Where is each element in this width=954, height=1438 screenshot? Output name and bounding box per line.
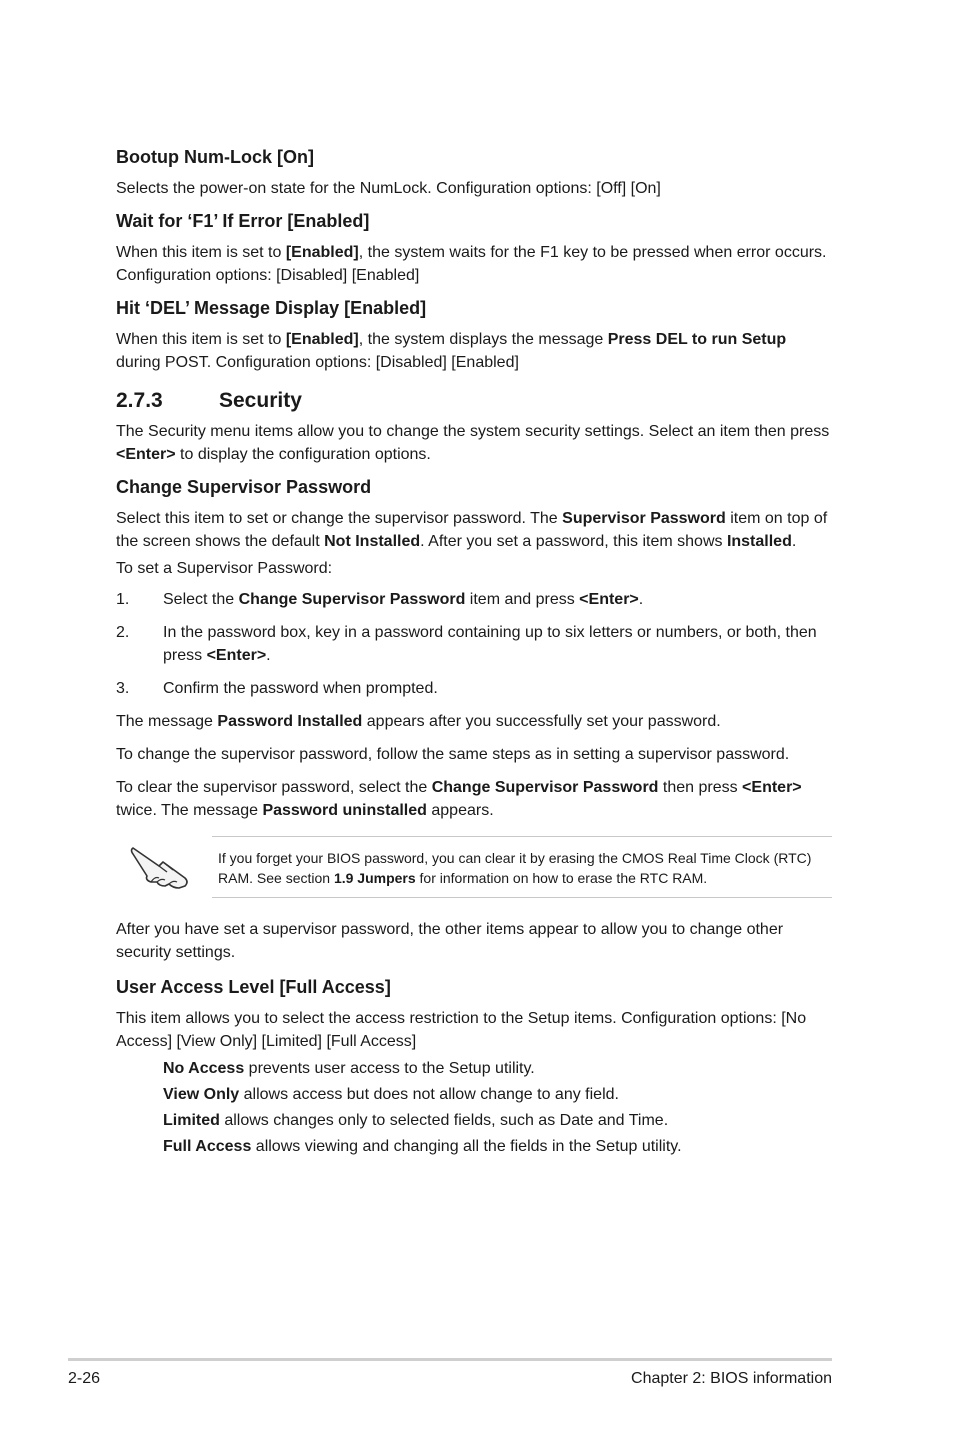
- security-section-heading: [116, 388, 832, 414]
- wait-f1-heading: Wait for ‘F1’ If Error [Enabled]: [116, 211, 370, 231]
- note-text: If you forget your BIOS password, you can clear it by erasing the CMOS Real Time Clock (RTC) RAM. See section 1.9 Jumpers for information on how to erase the RTC RAM.: [212, 836, 832, 898]
- note-box: [108, 836, 832, 898]
- change-supervisor-password-heading: Change Supervisor Password: [116, 477, 372, 497]
- pointing-hand-icon: [108, 842, 212, 892]
- after-password-paragraph: After you have set a supervisor password, the other items appear to allow you to change other security settings.: [116, 921, 784, 961]
- wait-f1-description: When this item is set to [Enabled], the system waits for the F1 key to be pressed when error occurs. Configuration options: [Disabled] [Enabled]: [116, 244, 827, 284]
- password-installed-message: The message Password Installed appears after you successfully set your password.: [116, 713, 721, 730]
- bootup-numlock-heading: Bootup Num-Lock [On]: [116, 147, 314, 167]
- list-item: 3. Confirm the password when prompted.: [116, 680, 438, 697]
- page-number: 2-26: [68, 1370, 101, 1387]
- list-item: No Access prevents user access to the Setup utility.: [163, 1060, 535, 1077]
- list-item: 2. In the password box, key in a password containing up to six letters or numbers, or both, then press <Enter>.: [116, 624, 817, 664]
- user-access-level-description: This item allows you to select the access restriction to the Setup items. Configuration options: [No Access] [View Only] [Limited] [Full Access]: [116, 1010, 807, 1050]
- change-password-paragraph: To change the supervisor password, follow the same steps as in setting a supervisor password.: [116, 746, 790, 763]
- user-access-level-heading: User Access Level [Full Access]: [116, 977, 391, 997]
- chapter-title: Chapter 2: BIOS information: [631, 1370, 832, 1387]
- access-level-definitions: [163, 1057, 832, 1158]
- supervisor-password-description: Select this item to set or change the supervisor password. The Supervisor Password item on top of the screen shows the default Not Installed. After you set a password, this item shows Installed.: [116, 510, 828, 550]
- list-item: Limited allows changes only to selected fields, such as Date and Time.: [163, 1112, 669, 1129]
- list-item: View Only allows access but does not allow change to any field.: [163, 1086, 619, 1103]
- hit-del-description: When this item is set to [Enabled], the system displays the message Press DEL to run Setup during POST. Configuration options: [Disabled] [Enabled]: [116, 331, 787, 371]
- hit-del-heading: Hit ‘DEL’ Message Display [Enabled]: [116, 298, 427, 318]
- set-password-intro: To set a Supervisor Password:: [116, 560, 333, 577]
- section-title: Security: [219, 389, 302, 412]
- list-item: Full Access allows viewing and changing all the fields in the Setup utility.: [163, 1138, 682, 1155]
- section-number: 2.7.3: [116, 389, 163, 412]
- list-item: 1. Select the Change Supervisor Password item and press <Enter>.: [116, 591, 644, 608]
- security-intro: The Security menu items allow you to change the system security settings. Select an item then press <Enter> to display the configuration options.: [116, 423, 830, 463]
- password-steps-list: [116, 588, 832, 700]
- bootup-numlock-description: Selects the power-on state for the NumLock. Configuration options: [Off] [On]: [116, 180, 661, 197]
- clear-password-paragraph: To clear the supervisor password, select the Change Supervisor Password then press <Enter> twice. The message Password uninstalled appears.: [116, 779, 802, 819]
- page-footer: [68, 1358, 832, 1388]
- page-content: [116, 146, 832, 1161]
